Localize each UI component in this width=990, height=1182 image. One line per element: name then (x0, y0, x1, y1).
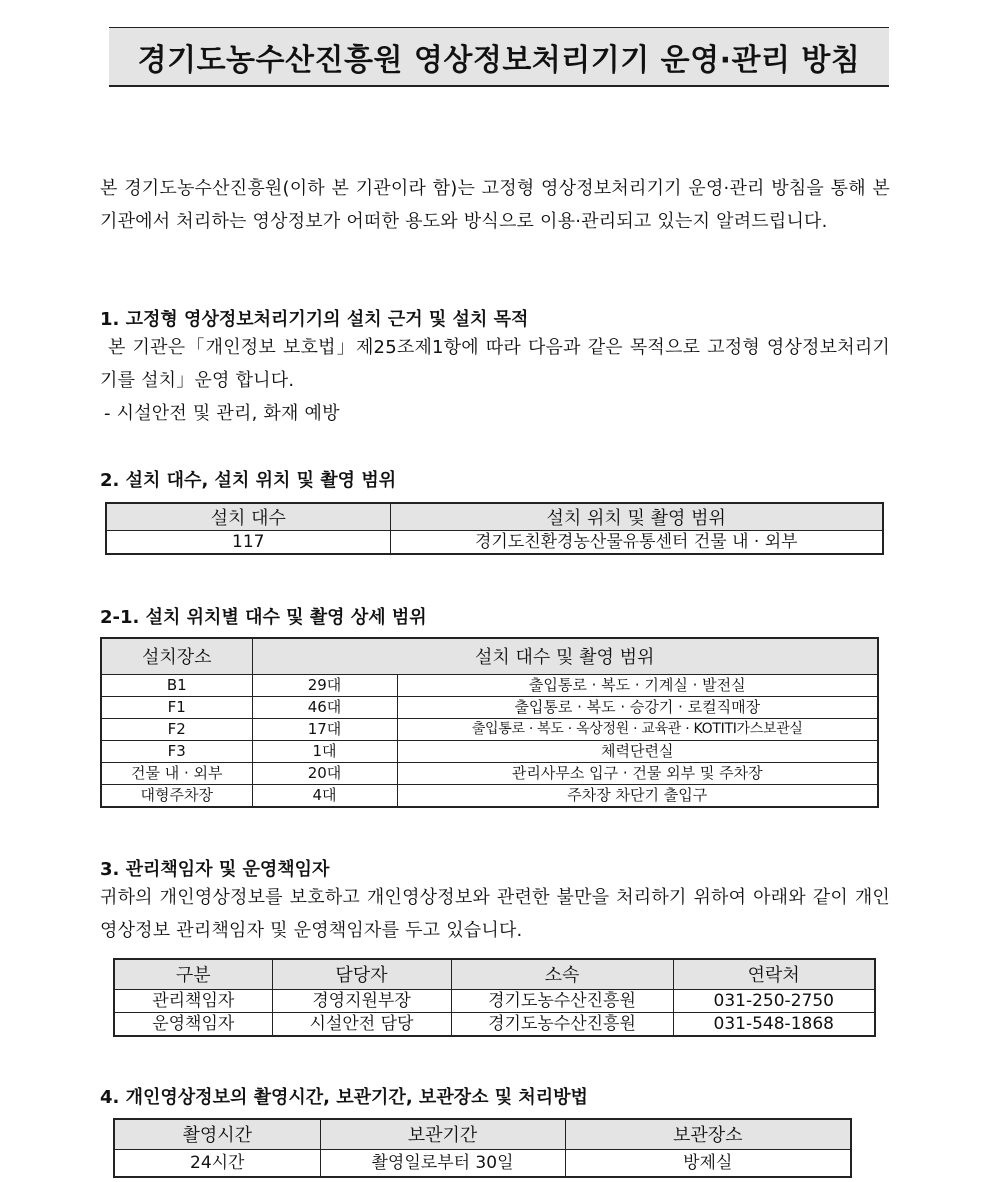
column-header: 설치 위치 및 촬영 범위 (390, 503, 883, 531)
column-header: 보관기간 (320, 1119, 565, 1149)
section2-heading: 2. 설치 대수, 설치 위치 및 촬영 범위 (100, 470, 397, 491)
column-header: 소속 (451, 959, 673, 989)
retention-period-cell: 촬영일로부터 30일 (320, 1149, 565, 1177)
range-cell: 관리사무소 입구 · 건물 외부 및 주차장 (397, 762, 878, 784)
location-cell: B1 (101, 674, 252, 696)
count-cell: 4대 (252, 784, 397, 807)
section1-body: 본 기관은「개인정보 보호법」제25조제1항에 따라 다음과 같은 목적으로 고정형 영상정보처리기기를 설치」운영 합니다. (100, 337, 890, 391)
install-detail-table (100, 637, 879, 808)
table-header-row (106, 503, 883, 531)
table-row (114, 989, 875, 1012)
table-row (114, 1149, 851, 1177)
table-row (101, 696, 878, 718)
count-cell: 17대 (252, 718, 397, 740)
section3-body: 귀하의 개인영상정보를 보호하고 개인영상정보와 관련한 불만을 처리하기 위하여 아래와 같이 개인영상정보 관리책임자 및 운영책임자를 두고 있습니다. (100, 887, 890, 941)
column-header: 설치장소 (101, 638, 252, 674)
storage-location-cell: 방제실 (565, 1149, 851, 1177)
table-header-row (114, 1119, 851, 1149)
table-header-row (101, 638, 878, 674)
intro-paragraph: 본 경기도농수산진흥원(이하 본 기관이라 함)는 고정형 영상정보처리기기 운영·관리 방침을 통해 본 기관에서 처리하는 영상정보가 어떠한 용도와 방식으로 이용·관리되고 있는지 알려드립니다. (100, 178, 890, 232)
section1-bullet: - 시설안전 및 관리, 화재 예방 (104, 403, 340, 424)
affiliation-cell: 경기도농수산진흥원 (451, 989, 673, 1012)
range-cell: 출입통로 · 복도 · 옥상정원 · 교육관 · KOTITI가스보관실 (397, 718, 878, 740)
person-cell: 시설안전 담당 (272, 1012, 451, 1036)
table-row (114, 1012, 875, 1036)
install-count-cell: 117 (106, 531, 390, 555)
person-cell: 경영지원부장 (272, 989, 451, 1012)
range-cell: 출입통로 · 복도 · 기계실 · 발전실 (397, 674, 878, 696)
install-summary-table (105, 502, 884, 555)
column-header: 보관장소 (565, 1119, 851, 1149)
table-row (101, 762, 878, 784)
table-header-row (114, 959, 875, 989)
location-cell: F2 (101, 718, 252, 740)
affiliation-cell: 경기도농수산진흥원 (451, 1012, 673, 1036)
phone-cell: 031-250-2750 (673, 989, 875, 1012)
manager-table (113, 958, 876, 1037)
column-header: 설치 대수 (106, 503, 390, 531)
range-cell: 체력단련실 (397, 740, 878, 762)
role-cell: 관리책임자 (114, 989, 272, 1012)
location-cell: F3 (101, 740, 252, 762)
column-header: 구분 (114, 959, 272, 989)
column-header: 설치 대수 및 촬영 범위 (252, 638, 878, 674)
column-header: 연락처 (673, 959, 875, 989)
table-row (106, 531, 883, 555)
count-cell: 46대 (252, 696, 397, 718)
section4-heading: 4. 개인영상정보의 촬영시간, 보관기간, 보관장소 및 처리방법 (100, 1087, 588, 1108)
table-row (101, 784, 878, 807)
document-title: 경기도농수산진흥원 영상정보처리기기 운영·관리 방침 (137, 42, 861, 78)
location-cell: 건물 내 · 외부 (101, 762, 252, 784)
section1-heading: 1. 고정형 영상정보처리기기의 설치 근거 및 설치 목적 (100, 309, 529, 330)
section2-1-heading: 2-1. 설치 위치별 대수 및 촬영 상세 범위 (100, 607, 427, 628)
location-cell: 대형주차장 (101, 784, 252, 807)
install-location-cell: 경기도친환경농산물유통센터 건물 내 · 외부 (390, 531, 883, 555)
filming-time-cell: 24시간 (114, 1149, 320, 1177)
section3-heading: 3. 관리책임자 및 운영책임자 (100, 859, 330, 880)
count-cell: 29대 (252, 674, 397, 696)
role-cell: 운영책임자 (114, 1012, 272, 1036)
count-cell: 1대 (252, 740, 397, 762)
phone-cell: 031-548-1868 (673, 1012, 875, 1036)
document-title-box (109, 27, 889, 87)
table-row (101, 740, 878, 762)
range-cell: 출입통로 · 복도 · 승강기 · 로컬직매장 (397, 696, 878, 718)
table-row (101, 718, 878, 740)
location-cell: F1 (101, 696, 252, 718)
retention-table (113, 1118, 852, 1178)
table-row (101, 674, 878, 696)
column-header: 담당자 (272, 959, 451, 989)
count-cell: 20대 (252, 762, 397, 784)
range-cell: 주차장 차단기 출입구 (397, 784, 878, 807)
column-header: 촬영시간 (114, 1119, 320, 1149)
